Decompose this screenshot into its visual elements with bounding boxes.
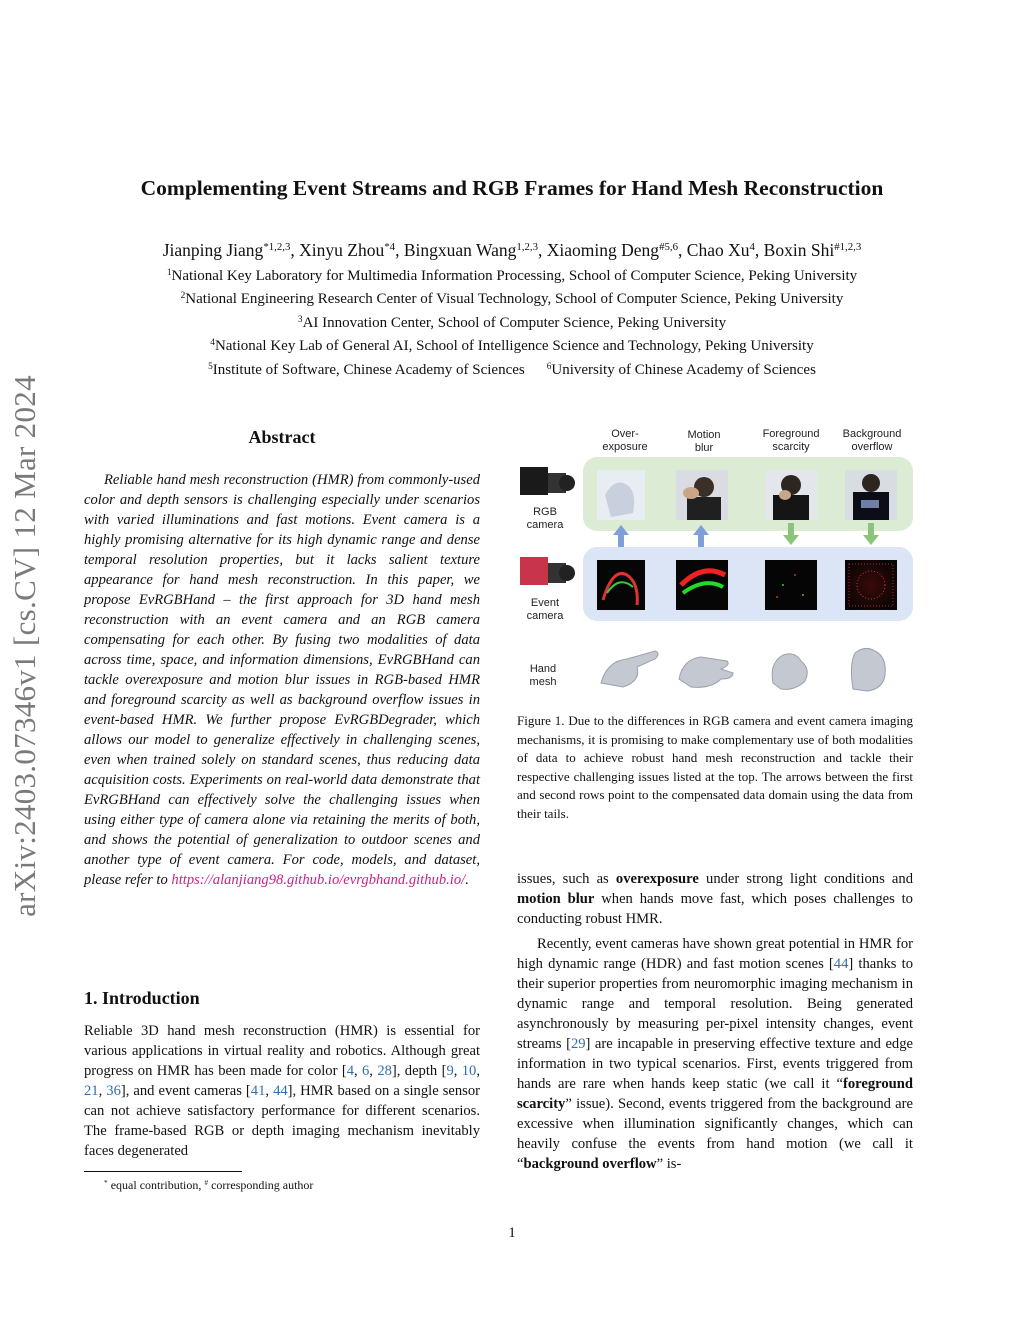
figure-1 bbox=[515, 425, 915, 700]
row-label: camera bbox=[526, 519, 564, 531]
page-number: 1 bbox=[508, 1225, 516, 1241]
rgb-frame-motion-blur bbox=[676, 470, 728, 520]
paper-title: Complementing Event Streams and RGB Frames for Hand Mesh Reconstruction bbox=[140, 176, 884, 200]
hand-mesh-3 bbox=[772, 654, 807, 689]
column-label: Foreground bbox=[762, 428, 820, 440]
row-label: RGB bbox=[533, 506, 557, 518]
author-list: Jianping Jiang$^{*1,2,3}$, Xinyu Zhou$^{*4}$, Bingxuan Wang$^{1,2,3}$, Xiaoming Deng$^{\#5,6}$, Chao Xu$^4$, Boxin Shi$^{\#1,2,3}$ bbox=[162, 240, 862, 260]
citation-link[interactable]: 10 bbox=[461, 1063, 477, 1079]
intro-paragraph: Reliable 3D hand mesh reconstruction (HMR) is essential for various applications in virtual reality and robotics. Although great progress on HMR has been made for color [4, 6, 28], depth [9, 10, 21, 36], and event cameras [41, 44], HMR based on a single sensor can not achieve satisfactory performance for different scenarios. The frame-based RGB or depth imaging mechanism inevitably faces degenerated bbox=[84, 1023, 480, 1159]
column-label: blur bbox=[694, 442, 714, 454]
affiliation-pair: $^5$Institute of Software, Chinese Academy of Sciences $^6$University of Chinese Academy of Sciences bbox=[208, 361, 816, 378]
author: Bingxuan Wang bbox=[403, 240, 517, 260]
rgb-frame-background-overflow bbox=[845, 470, 897, 520]
event-frame-overexposure bbox=[597, 560, 645, 610]
hand-mesh-2 bbox=[679, 657, 733, 687]
column-label: Motion bbox=[687, 429, 721, 441]
author: Boxin Shi bbox=[763, 240, 835, 260]
citation-link[interactable]: 21 bbox=[84, 1083, 99, 1099]
hand-mesh-4 bbox=[851, 648, 885, 691]
paragraph: Recently, event cameras have shown great potential in HMR for high dynamic range (HDR) and fast motion scenes [44] thanks to their superior properties from neuromorphic imaging mechanism in dynamic range and temporal resolution. Being generated asynchronously by measuring per-pixel intensity changes, event streams [29] are incapable in preserving effective texture and edge information in two typical scenarios. First, events triggered from hands are rare when hands keep static (we call it “foreground scarcity” issue). Second, events triggered from the background are excessive when illumination significantly changes, which can heavily confuse the events from hand motion (we call it “background overflow” is- bbox=[517, 936, 913, 1172]
citation-link[interactable]: 44 bbox=[833, 956, 849, 972]
column-label: scarcity bbox=[772, 441, 810, 453]
citation-link[interactable]: 36 bbox=[106, 1083, 121, 1099]
citation-link[interactable]: 29 bbox=[570, 1036, 586, 1052]
affiliation: $^4$National Key Lab of General AI, School of Intelligence Science and Technology, Peking University bbox=[210, 337, 814, 354]
citation-link[interactable]: 9 bbox=[446, 1063, 454, 1079]
author: Xiaoming Deng bbox=[546, 240, 660, 260]
rgb-camera-icon bbox=[520, 467, 575, 495]
citation-link[interactable]: 44 bbox=[273, 1083, 288, 1099]
author: Jianping Jiang bbox=[162, 240, 264, 260]
row-label: camera bbox=[526, 610, 564, 622]
affiliation: $^2$National Engineering Research Center of Visual Technology, School of Computer Science, Peking University bbox=[180, 290, 844, 307]
author: Xinyu Zhou bbox=[299, 240, 385, 260]
right-column-body bbox=[517, 869, 913, 1174]
column-label: exposure bbox=[602, 441, 648, 453]
footnote: * equal contribution, # corresponding author bbox=[104, 1177, 314, 1192]
event-frame-background-overflow bbox=[845, 560, 897, 610]
affiliation: $^3$AI Innovation Center, School of Computer Science, Peking University bbox=[297, 314, 727, 331]
citation-link[interactable]: 4 bbox=[346, 1063, 354, 1079]
arxiv-identifier: arXiv:2403.07346v1 [cs.CV] 12 Mar 2024 bbox=[7, 375, 42, 917]
row-label: Hand bbox=[529, 663, 557, 675]
footnote-rule bbox=[84, 1171, 242, 1172]
column-label: overflow bbox=[851, 441, 893, 453]
section-heading: 1. Introduction bbox=[84, 988, 200, 1008]
author: Chao Xu bbox=[686, 240, 750, 260]
rgb-frame-foreground-scarcity bbox=[765, 470, 817, 520]
row-label: mesh bbox=[529, 676, 557, 688]
column-label: Over- bbox=[611, 428, 639, 440]
figure-caption: Figure 1. Due to the differences in RGB camera and event camera imaging mechanisms, it is promising to make complementary use of both modalities of data to achieve robust hand mesh reconstruction and tackle their respective challenging issues listed at the top. The arrows between the first and second rows point to the compensated data domain using the data from their tails. bbox=[517, 713, 913, 821]
row-label: Event bbox=[530, 597, 560, 609]
abstract-heading: Abstract bbox=[248, 427, 316, 447]
project-link[interactable]: https://alanjiang98.github.io/evrgbhand.github.io/ bbox=[171, 872, 466, 888]
abstract-body: Reliable hand mesh reconstruction (HMR) from commonly-used color and depth sensors is challenging especially under scenarios with varied illuminations and fast motions. Event camera is a highly promising alternative for its high dynamic range and dense temporal resolution properties, but it lacks salient texture appearance for hand mesh reconstruction. In this paper, we propose EvRGBHand – the first approach for 3D hand mesh reconstruction with an event camera and an RGB camera compensating for each other. By fusing two modalities of data across time, space, and information dimensions, EvRGBHand can tackle overexposure and motion blur issues in RGB-based HMR and foreground scarcity as well as background overflow issues in event-based HMR. We further propose EvRGBDegrader, which allows our model to generalize effectively in challenging scenes, even when trained solely on standard scenes, thus reducing data acquisition costs. Experiments on real-world data demonstrate that EvRGBHand can effectively solve the challenging issues when using either type of camera alone via retaining the merits of both, and shows the potential of generalization to outdoor scenes and another type of event camera. For code, models, and dataset, please refer to https://alanjiang98.github.io/evrgbhand.github.io/. bbox=[84, 472, 480, 888]
citation-link[interactable]: 28 bbox=[377, 1063, 392, 1079]
event-frame-motion-blur bbox=[676, 560, 728, 610]
event-camera-icon bbox=[520, 557, 575, 585]
citation-link[interactable]: 6 bbox=[362, 1063, 370, 1079]
rgb-frame-overexposure bbox=[597, 470, 645, 520]
hand-mesh-1 bbox=[601, 651, 658, 687]
affiliation: $^1$National Key Laboratory for Multimedia Information Processing, School of Computer Science, Peking University bbox=[166, 267, 858, 284]
citation-link[interactable]: 41 bbox=[250, 1083, 266, 1099]
paragraph: issues, such as overexposure under strong light conditions and motion blur when hands move fast, which poses challenges to conducting robust HMR. bbox=[517, 871, 914, 927]
event-frame-foreground-scarcity bbox=[765, 560, 817, 610]
column-label: Background bbox=[842, 428, 902, 440]
